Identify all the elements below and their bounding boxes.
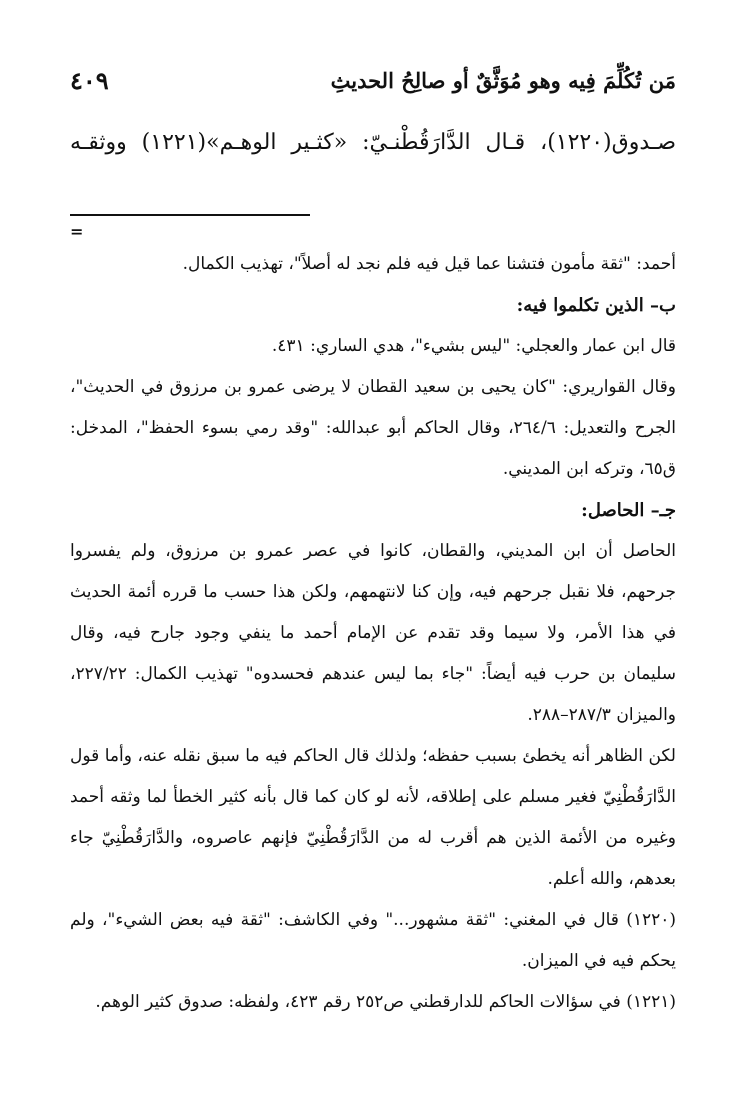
paragraph: وقال القواريري: "كان يحيى بن سعيد القطان لا يرضى عمرو بن مرزوق في الحديث"، الجرح والتعديل: ٢٦٤/٦، وقال الحاكم أبو عبدالله: "وقد رمي بسوء الحفظ"، المدخل: ق٦٥، وتركه ابن المديني. xyxy=(70,377,676,479)
main-text-line: صـدوق(١٢٢٠)، قـال الدَّارَقُطْنـيّ: «كثـير الوهـم»(١٢٢١) ووثقـه xyxy=(70,130,676,155)
continuation-marker: = xyxy=(70,222,84,241)
footnote-number: (١٢٢٠) xyxy=(626,910,676,930)
running-title: مَن تُكُلِّمَ فِيه وهو مُوَثَّقٌ أو صالِحُ الحديثِ xyxy=(330,67,676,93)
footnote-1220 xyxy=(70,900,676,982)
page-header xyxy=(70,60,676,100)
footnote-text: قال في المغني: "ثقة مشهور..." وفي الكاشف: "ثقة فيه بعض الشيء"، ولم يحكم فيه في الميزان. xyxy=(70,910,676,971)
continued-footnote-paragraph: أحمد: "ثقة مأمون فتشنا عما قيل فيه فلم نجد له أصلاً"، تهذيب الكمال. xyxy=(182,254,676,274)
footnote-1221 xyxy=(70,982,676,1023)
paragraph: قال ابن عمار والعجلي: "ليس بشيء"، هدي الساري: ٤٣١. xyxy=(271,336,676,356)
paragraph: الحاصل أن ابن المديني، والقطان، كانوا في عصر عمرو بن مرزوق، ولم يفسروا جرحهم، فلا نقبل جرحهم فيه، وإن كنا لانتهمهم، ولكن هذا حسب ما قرره أئمة الحديث في هذا الأمر، ولا سيما وقد تقدم عن الإمام أحمد ما ينفي وجود جارح فيه، وقال سليمان بن حرب فيه أيضاً: "جاء بما ليس عندهم فحسدوه" تهذيب الكمال: ٢٢٧/٢٢، والميزان ٢٨٧/٣–٢٨٨. xyxy=(70,541,676,725)
footnote-text: في سؤالات الحاكم للدارقطني ص٢٥٢ رقم ٤٢٣، ولفظه: صدوق كثير الوهم. xyxy=(95,992,621,1012)
page-number: ٤٠٩ xyxy=(70,65,109,95)
footnote-area xyxy=(70,244,676,1023)
paragraph: لكن الظاهر أنه يخطئ بسبب حفظه؛ ولذلك قال الحاكم فيه ما سبق نقله عنه، وأما قول الدَّارَقُطْنِيّ فغير مسلم على إطلاقه، لأنه لو كان كما قال بأنه كثير الخطأ لما وثقه أحمد وغيره من الأئمة الذين هم أقرب له من الدَّارَقُطْنِيّ فإنهم عاصروه، والدَّارَقُطْنِيّ جاء بعدهم، والله أعلم. xyxy=(70,746,676,889)
footnote-number: (١٢٢١) xyxy=(626,992,676,1012)
section-heading-c: جـ– الحاصل: xyxy=(581,500,676,521)
section-heading-b: ب– الذين تكلموا فيه: xyxy=(516,295,676,316)
footnote-separator xyxy=(70,214,310,216)
